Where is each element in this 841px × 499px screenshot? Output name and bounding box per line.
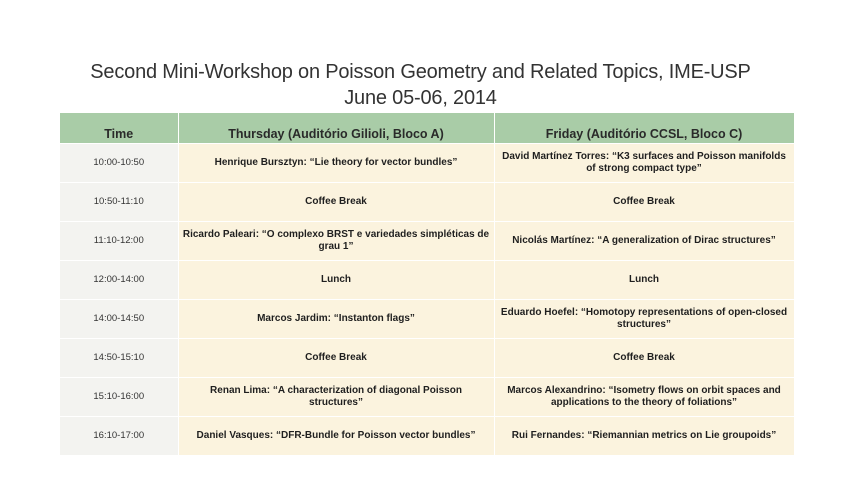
- table-row: [60, 222, 794, 261]
- table-row: [60, 183, 794, 222]
- friday-cell: Coffee Break: [494, 183, 794, 222]
- time-cell: 16:10-17:00: [60, 417, 178, 456]
- time-cell: 11:10-12:00: [60, 222, 178, 261]
- time-cell: 14:50-15:10: [60, 339, 178, 378]
- table-row: [60, 378, 794, 417]
- table-row: [60, 300, 794, 339]
- column-header-time: Time: [60, 113, 178, 144]
- table-row: [60, 417, 794, 456]
- friday-cell: David Martínez Torres: “K3 surfaces and Poisson manifolds of strong compact type”: [494, 144, 794, 183]
- column-header-thursday: Thursday (Auditório Gilioli, Bloco A): [178, 113, 494, 144]
- friday-cell: Coffee Break: [494, 339, 794, 378]
- table-row: [60, 339, 794, 378]
- table-row: [60, 261, 794, 300]
- time-cell: 12:00-14:00: [60, 261, 178, 300]
- time-cell: 10:00-10:50: [60, 144, 178, 183]
- time-cell: 15:10-16:00: [60, 378, 178, 417]
- page-title: Second Mini-Workshop on Poisson Geometry and Related Topics, IME-USP: [90, 61, 751, 83]
- friday-cell: Lunch: [494, 261, 794, 300]
- thursday-cell: Coffee Break: [178, 339, 494, 378]
- page-subtitle-date: June 05-06, 2014: [344, 87, 497, 109]
- column-header-friday: Friday (Auditório CCSL, Bloco C): [494, 113, 794, 144]
- thursday-cell: Daniel Vasques: “DFR-Bundle for Poisson vector bundles”: [178, 417, 494, 456]
- table-row: [60, 144, 794, 183]
- friday-cell: Rui Fernandes: “Riemannian metrics on Lie groupoids”: [494, 417, 794, 456]
- thursday-cell: Henrique Bursztyn: “Lie theory for vector bundles”: [178, 144, 494, 183]
- thursday-cell: Coffee Break: [178, 183, 494, 222]
- time-cell: 14:00-14:50: [60, 300, 178, 339]
- schedule-table: [60, 113, 795, 455]
- table-header-row: [60, 113, 794, 144]
- thursday-cell: Renan Lima: “A characterization of diagonal Poisson structures”: [178, 378, 494, 417]
- thursday-cell: Marcos Jardim: “Instanton flags”: [178, 300, 494, 339]
- thursday-cell: Ricardo Paleari: “O complexo BRST e variedades simpléticas de grau 1”: [178, 222, 494, 261]
- friday-cell: Eduardo Hoefel: “Homotopy representations of open-closed structures”: [494, 300, 794, 339]
- friday-cell: Marcos Alexandrino: “Isometry flows on orbit spaces and applications to the theory of foliations”: [494, 378, 794, 417]
- thursday-cell: Lunch: [178, 261, 494, 300]
- friday-cell: Nicolás Martínez: “A generalization of Dirac structures”: [494, 222, 794, 261]
- time-cell: 10:50-11:10: [60, 183, 178, 222]
